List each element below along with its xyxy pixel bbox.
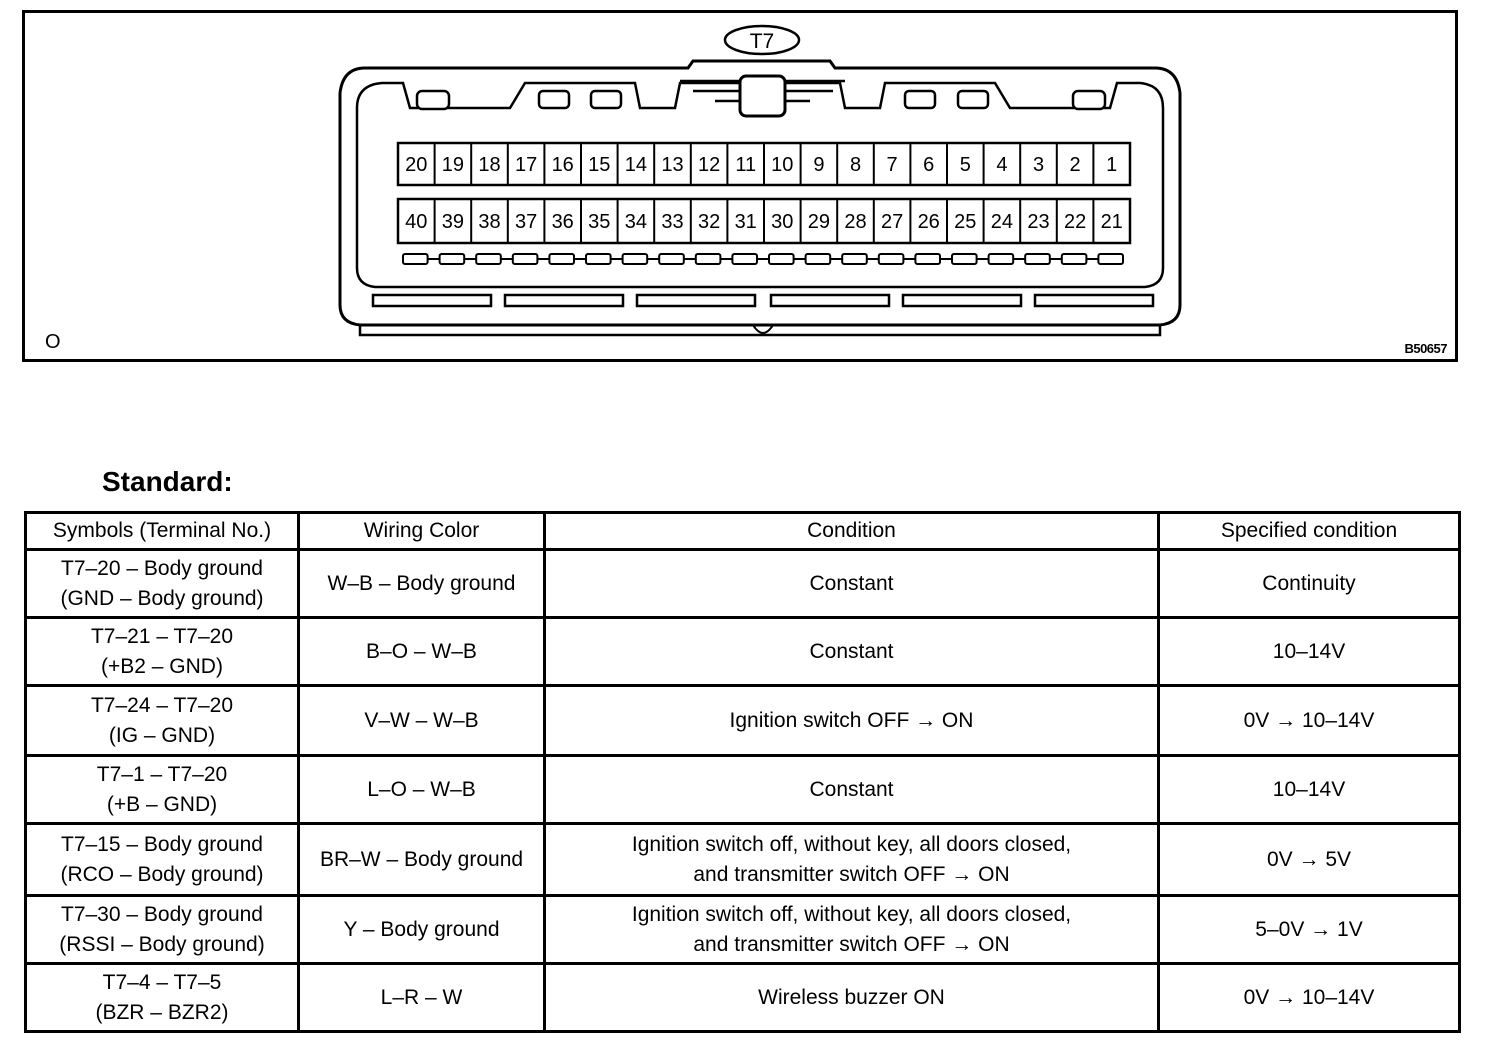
contact-tab	[1025, 254, 1050, 264]
pin-number: 15	[588, 154, 611, 176]
symbol-cell	[26, 824, 299, 896]
condition-cell-line: Ignition switch OFF → ON	[729, 708, 974, 732]
specified-condition-cell-line: 10–14V	[1272, 639, 1346, 663]
contact-tab	[659, 254, 684, 264]
symbol-cell-line: (+B – GND)	[106, 792, 218, 816]
contact-tab	[513, 254, 538, 264]
wiring-color-cell	[299, 756, 545, 824]
wiring-color-cell-line: BR–W – Body ground	[319, 847, 524, 871]
pin-number: 29	[807, 211, 831, 233]
specified-condition-cell-line: 5–0V → 1V	[1255, 917, 1363, 941]
specified-condition-cell	[1159, 550, 1460, 618]
condition-cell	[545, 686, 1159, 756]
pin-number: 38	[478, 211, 501, 233]
table-row	[26, 550, 1460, 618]
latch-slot	[903, 295, 1021, 306]
condition-cell-line: and transmitter switch OFF → ON	[693, 932, 1010, 956]
symbol-cell	[26, 618, 299, 686]
pin-number: 17	[514, 154, 538, 176]
pin-number: 14	[624, 154, 648, 176]
pin-number: 24	[990, 211, 1014, 233]
symbol-cell	[26, 686, 299, 756]
section-heading: Standard:	[102, 466, 233, 497]
pin-number: 37	[514, 211, 538, 233]
contact-tab	[989, 254, 1014, 264]
pin-number: 40	[405, 211, 428, 233]
condition-cell-line: Ignition switch off, without key, all doors closed,	[631, 832, 1072, 856]
latch-slot	[637, 295, 755, 306]
pin-grid	[398, 143, 1130, 264]
contact-tab	[1098, 254, 1123, 264]
specified-condition-cell	[1159, 896, 1460, 964]
pin-number: 23	[1027, 211, 1050, 233]
contact-tab	[952, 254, 977, 264]
wiring-color-cell	[299, 824, 545, 896]
condition-cell	[545, 756, 1159, 824]
pin-number: 11	[735, 154, 757, 176]
table-row	[26, 756, 1460, 824]
connector-label: T7	[749, 30, 775, 53]
pin-number: 39	[441, 211, 465, 233]
symbol-cell-line: T7–4 – T7–5	[102, 970, 222, 994]
wiring-color-cell	[299, 550, 545, 618]
table-row	[26, 686, 1460, 756]
contact-tab	[623, 254, 648, 264]
pin-number: 36	[551, 211, 574, 233]
contact-tab	[586, 254, 611, 264]
pin-number: 10	[771, 154, 794, 176]
contact-tab	[440, 254, 465, 264]
symbol-cell	[26, 896, 299, 964]
condition-cell-line: Ignition switch off, without key, all doors closed,	[631, 902, 1072, 926]
pin-number: 20	[405, 154, 428, 176]
wiring-color-cell	[299, 686, 545, 756]
symbol-cell-line: (+B2 – GND)	[101, 654, 223, 678]
wiring-color-cell-line: Y – Body ground	[343, 917, 500, 941]
contact-tab	[806, 254, 831, 264]
header-condition: Condition	[545, 513, 1159, 550]
condition-cell-line: Constant	[809, 777, 894, 801]
pin-number: 30	[771, 211, 794, 233]
wiring-color-cell-line: L–R – W	[380, 985, 463, 1009]
pin-number: 8	[849, 154, 862, 176]
symbol-cell	[26, 550, 299, 618]
symbol-cell-line: T7–30 – Body ground	[61, 902, 263, 926]
table-row	[26, 896, 1460, 964]
contact-tab	[696, 254, 721, 264]
symbol-cell-line: T7–20 – Body ground	[61, 556, 263, 580]
table-row	[26, 964, 1460, 1032]
table-body	[26, 550, 1460, 1032]
condition-cell-line: and transmitter switch OFF → ON	[693, 862, 1010, 886]
pin-number: 33	[661, 211, 684, 233]
specified-condition-cell	[1159, 964, 1460, 1032]
pin-number: 5	[959, 154, 971, 176]
symbol-cell	[26, 964, 299, 1032]
pin-number: 12	[697, 154, 721, 176]
symbol-cell	[26, 756, 299, 824]
latch-slot	[1035, 295, 1153, 306]
wiring-color-cell	[299, 896, 545, 964]
specified-condition-cell-line: 0V → 10–14V	[1243, 708, 1375, 732]
pin-number: 1	[1106, 154, 1118, 176]
pin-number: 26	[917, 211, 940, 233]
header-symbols: Symbols (Terminal No.)	[26, 513, 299, 550]
pin-number: 16	[551, 154, 574, 176]
specified-condition-cell	[1159, 618, 1460, 686]
latch-slot	[771, 295, 889, 306]
pin-number: 3	[1032, 154, 1045, 176]
corner-mark: O	[45, 331, 61, 353]
symbol-cell-line: (IG – GND)	[108, 723, 216, 747]
wiring-color-cell-line: L–O – W–B	[367, 777, 476, 801]
connector-diagram	[25, 13, 1455, 359]
pin-number: 4	[996, 154, 1008, 176]
spec-table	[24, 511, 1461, 1033]
pin-number: 25	[954, 211, 977, 233]
pin-number: 9	[813, 154, 825, 176]
header-specified-condition: Specified condition	[1159, 513, 1460, 550]
pin-number: 21	[1100, 211, 1123, 233]
header-wiring-color: Wiring Color	[299, 513, 545, 550]
contact-tab	[403, 254, 428, 264]
condition-cell	[545, 618, 1159, 686]
symbol-cell-line: T7–21 – T7–20	[90, 624, 234, 648]
wiring-color-cell	[299, 964, 545, 1032]
pin-number: 18	[478, 154, 501, 176]
figure-code: B50657	[1404, 341, 1447, 356]
symbol-cell-line: (BZR – BZR2)	[95, 1000, 229, 1024]
contact-tab	[879, 254, 904, 264]
table-header-row	[26, 513, 1460, 550]
pin-number: 34	[624, 211, 648, 233]
specified-condition-cell-line: 0V → 5V	[1266, 847, 1352, 871]
wiring-color-cell-line: B–O – W–B	[366, 639, 477, 663]
symbol-cell-line: (RSSI – Body ground)	[59, 932, 265, 956]
lower-slots	[373, 295, 1153, 306]
symbol-cell-line: T7–24 – T7–20	[90, 693, 234, 717]
symbol-cell-line: (RCO – Body ground)	[60, 862, 264, 886]
pin-number: 22	[1063, 211, 1087, 233]
specified-condition-cell-line: 10–14V	[1272, 777, 1346, 801]
symbol-cell-line: (GND – Body ground)	[60, 586, 264, 610]
contact-tab	[732, 254, 757, 264]
condition-cell	[545, 964, 1159, 1032]
pin-number: 35	[588, 211, 611, 233]
pin-number: 28	[844, 211, 867, 233]
contact-tab	[769, 254, 794, 264]
pin-number: 2	[1069, 154, 1081, 176]
condition-cell-line: Wireless buzzer ON	[758, 985, 945, 1009]
wiring-color-cell-line: W–B – Body ground	[327, 571, 516, 595]
contact-tab	[915, 254, 940, 264]
pin-number: 6	[923, 154, 935, 176]
contact-tab	[842, 254, 867, 264]
specified-condition-cell-line: Continuity	[1262, 571, 1356, 595]
contact-tab	[549, 254, 574, 264]
connector-figure	[22, 10, 1458, 362]
condition-cell	[545, 896, 1159, 964]
wiring-color-cell	[299, 618, 545, 686]
pin-number: 13	[661, 154, 684, 176]
condition-cell	[545, 550, 1159, 618]
latch-slot	[505, 295, 623, 306]
specified-condition-cell	[1159, 756, 1460, 824]
condition-cell-line: Constant	[809, 639, 894, 663]
contact-tab	[1062, 254, 1087, 264]
latch-slot	[373, 295, 491, 306]
condition-cell	[545, 824, 1159, 896]
pin-number: 31	[734, 211, 757, 233]
contact-tab	[476, 254, 501, 264]
symbol-cell-line: T7–1 – T7–20	[96, 762, 228, 786]
symbol-cell-line: T7–15 – Body ground	[61, 832, 263, 856]
pin-number: 27	[880, 211, 904, 233]
specified-condition-cell	[1159, 686, 1460, 756]
table-row	[26, 618, 1460, 686]
wiring-color-cell-line: V–W – W–B	[364, 708, 479, 732]
pin-number: 7	[886, 154, 898, 176]
table-row	[26, 824, 1460, 896]
specified-condition-cell	[1159, 824, 1460, 896]
condition-cell-line: Constant	[809, 571, 894, 595]
pin-number: 19	[441, 154, 465, 176]
pin-number: 32	[697, 211, 721, 233]
specified-condition-cell-line: 0V → 10–14V	[1243, 985, 1375, 1009]
